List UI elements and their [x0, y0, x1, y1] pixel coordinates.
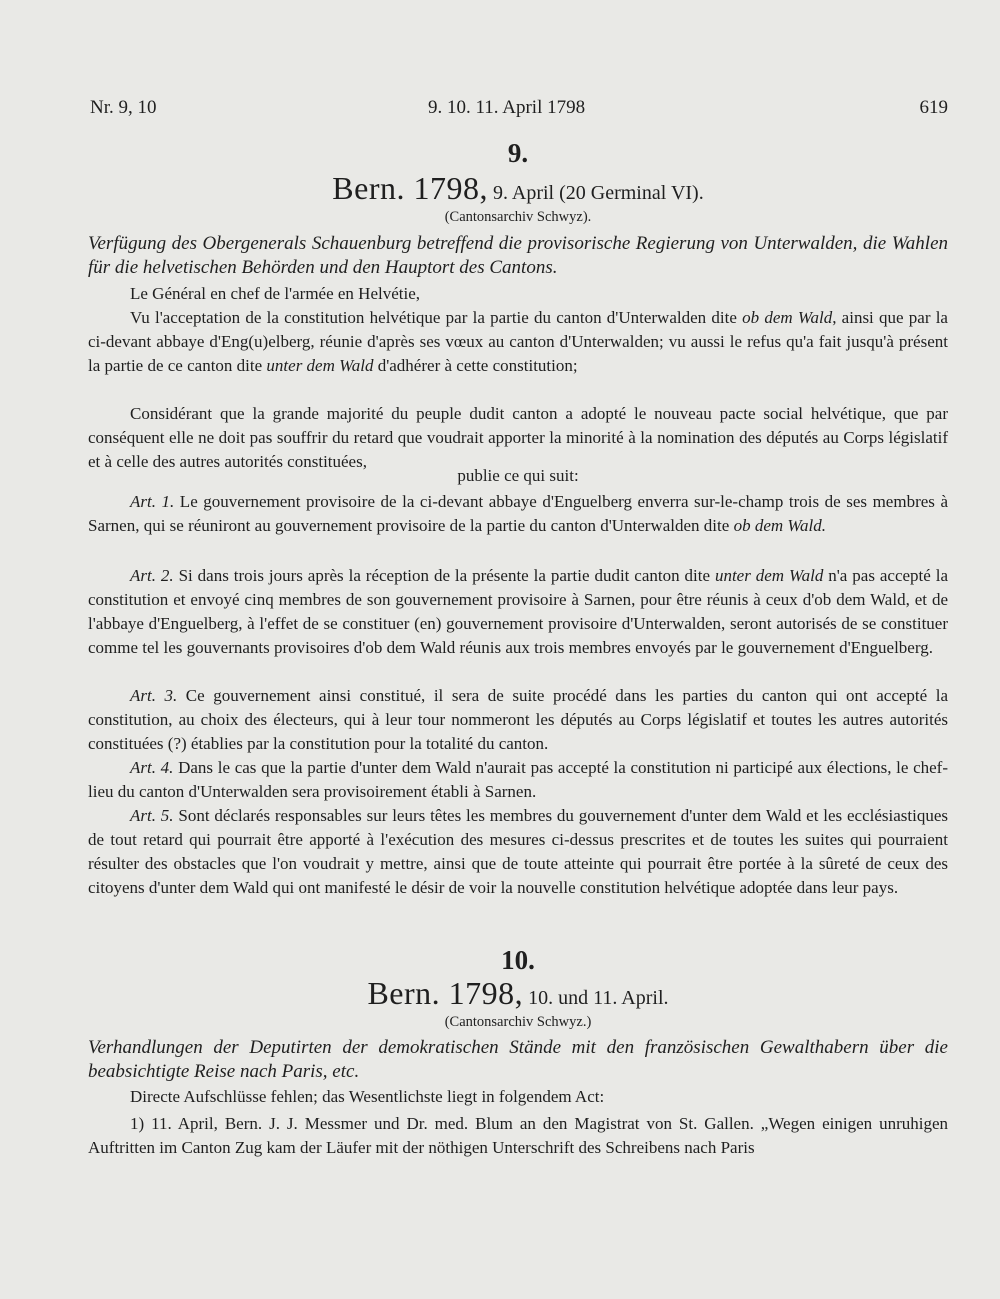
doc9-title: Verfügung des Obergenerals Schauenburg betreffend die provisorische Regierung von Unterwalden, die Wahlen für die helvetischen Behörden und den Hauptort des Cantons. — [88, 233, 948, 278]
text: , ainsi que par la ci-devant abbaye d'Eng(u)elberg, réunie d'après ses vœux au canton d'Unterwalden; vu aussi le refus qu'a fait jusqu'à présent la partie de ce canton dite — [88, 308, 948, 375]
doc9-number: 9. — [507, 138, 529, 168]
doc10-para-letter: 1) 11. April, Bern. J. J. Messmer und Dr. med. Blum an den Magistrat von St. Gallen. „Wegen einigen unruhigen Auftritten im Canton Zug kam der Läufer mit der nöthigen Unterschrift des Schreibens nach Paris — [88, 1114, 948, 1157]
article-label: Art. 5. — [130, 806, 174, 825]
header-dates: 9. 10. 11. April 1798 — [428, 97, 586, 118]
article-text: Le gouvernement provisoire de la ci-devant abbaye d'Enguelberg enverra sur-le-champ trois de ses membres à Sarnen, qui se réuniront au gouvernement provisoire de la partie du canton d'Unterwalden dite — [88, 492, 948, 535]
article-text: Si dans trois jours après la réception de la présente la partie dudit canton dite — [173, 566, 715, 585]
doc9-article-2 — [88, 564, 948, 660]
place-name: ob dem Wald. — [733, 516, 826, 535]
doc9-article-4 — [88, 756, 948, 804]
article-text: Dans le cas que la partie d'unter dem Wald n'aurait pas accepté la constitution ni participé aux élections, le chef-lieu du canton d'Unterwalden sera provisoirement établi à Sarnen. — [88, 758, 948, 801]
page-number: 619 — [919, 97, 948, 118]
doc10-heading — [88, 975, 948, 1012]
article-text: Sont déclarés responsables sur leurs têtes les membres du gouvernement d'unter dem Wald et les ecclésiastiques de tout retard qui pourrait être apporté à l'exécution des mesures ci-dessus prescrites et de toutes les suites qui pourraient résulter des obstacles que l'on voudrait y mettre, ainsi que de toute atteinte qui pourrait être portée à la sûreté de ceux des citoyens d'unter dem Wald qui ont manifesté le désir de voir la nouvelle constitution helvétique adoptée dans leur pays. — [88, 806, 948, 897]
place-name: unter dem Wald — [266, 356, 374, 375]
article-text: Ce gouvernement ainsi constitué, il sera de suite procédé dans les parties du canton qui ont accepté la constitution, au choix des électeurs, qui à leur tour nommeront les députés au Corps législatif et toutes les autres autorités constituées (?) établies par la constitution pour la totalité du canton. — [88, 686, 948, 753]
place-name: unter dem Wald — [714, 566, 824, 585]
doc9-para-general: Le Général en chef de l'armée en Helvétie, — [130, 284, 421, 303]
doc10-para-intro: Directe Aufschlüsse fehlen; das Wesentlichste liegt in folgendem Act: — [130, 1087, 605, 1106]
doc10-place-year: Bern. 1798, — [367, 975, 524, 1011]
doc9-article-1 — [88, 490, 948, 538]
header-doc-numbers: Nr. 9, 10 — [90, 97, 157, 118]
doc9-heading — [88, 170, 948, 207]
doc10-archive: (Cantonsarchiv Schwyz.) — [444, 1014, 592, 1030]
article-label: Art. 4. — [130, 758, 174, 777]
doc9-place-year: Bern. 1798, — [332, 170, 488, 206]
doc9-date: 9. April (20 Germinal VI). — [493, 182, 704, 204]
place-name: ob dem Wald — [742, 308, 833, 327]
doc9-para-vu — [88, 306, 948, 378]
text: Vu l'acceptation de la constitution helvétique par la partie du canton d'Unterwalden dite — [130, 308, 743, 327]
article-text: n'a pas accepté la constitution et envoyé cinq membres de son gouvernement provisoire à Sarnen, pour être réunis à ceux d'ob dem Wald, et de l'abbaye d'Enguelberg, à l'effet de se constituer (en) gouvernement provisoire d'Unterwalden, seront autorisés de se constituer comme tel les gouvernants provisoires d'ob dem Wald réunis aux trois membres envoyés par le gouvernement d'Enguelberg. — [88, 566, 948, 657]
article-label: Art. 3. — [130, 686, 178, 705]
doc9-archive: (Cantonsarchiv Schwyz). — [444, 209, 592, 225]
doc10-number: 10. — [501, 945, 535, 975]
doc10-date: 10. und 11. April. — [528, 987, 669, 1009]
doc9-article-3 — [88, 684, 948, 756]
article-label: Art. 1. — [130, 492, 175, 511]
doc9-article-5 — [88, 804, 948, 900]
article-label: Art. 2. — [130, 566, 174, 585]
doc10-title: Verhandlungen der Deputirten der demokratischen Stände mit den französischen Gewalthabern über die beabsichtigte Reise nach Paris, etc. — [88, 1037, 948, 1082]
doc9-publie: publie ce qui suit: — [457, 466, 579, 485]
text: d'adhérer à cette constitution; — [373, 356, 578, 375]
doc9-para-considerant: Considérant que la grande majorité du peuple dudit canton a adopté le nouveau pacte social helvétique, que par conséquent elle ne doit pas souffrir du retard que voudrait apporter la minorité à la nomination des députés au Corps législatif et à celle des autres autorités constituées, — [88, 404, 948, 471]
